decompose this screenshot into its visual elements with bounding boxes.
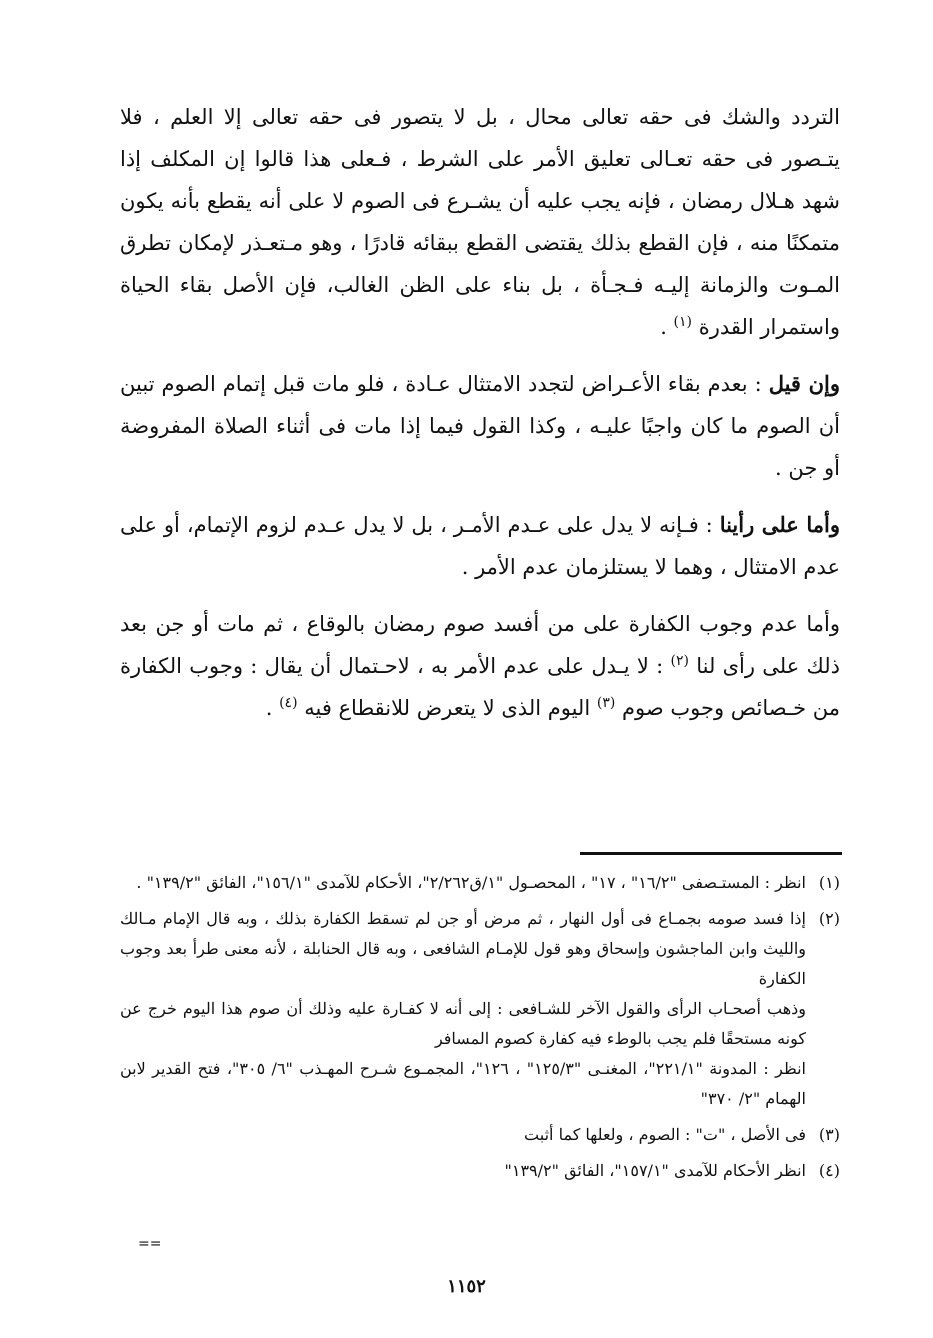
footnote-number: (١) xyxy=(818,873,840,892)
paragraph-text: التردد والشك فى حقه تعالى محال ، بل لا يتصور فى حقه تعالى إلا العلم ، فلا يتـصور فى حقه تعـالى تعليق الأمر على الشرط ، فـعلى هذا قالوا إن المكلف إذا شهد هـلال رمضان ، فإنه يجب عليه أن يشـرع فى الصوم لا على أنه يقطع بأنه يكون متمكنًا منه ، فإن القطع بذلك يقتضى القطع ببقائه قادرًا ، وهو مـتعـذر لإمكان تطرق المـوت والزمانة إليـه فـجـأة ، بل بناء على الظن الغالب، فإن الأصل بقاء الحياة واستمرار القدرة xyxy=(120,105,840,339)
marginal-mark: == xyxy=(138,1236,162,1252)
footnote-text xyxy=(120,868,806,898)
paragraph xyxy=(120,504,840,588)
paragraph-text: . xyxy=(660,315,674,339)
footnote-number: (٤) xyxy=(818,1161,840,1180)
footnote-line: إذا فسد صومه بجمـاع فى أول النهار ، ثم مرض أو جن لم تسقط الكفارة بذلك ، وبه قال الإمام مـالك والليث وابن الماجشون وإسحاق وهو قول للإمـام الشافعى ، وبه قال الحنابلة ، لأنه معنى طرأ بعد وجوب الكفارة xyxy=(120,909,807,988)
footnote-number: (٢) xyxy=(818,909,840,928)
footnote xyxy=(120,904,840,1114)
footnote-reference: (٣) xyxy=(596,695,616,711)
paragraph-text: : فـإنه لا يدل على عـدم الأمـر ، بل لا يدل عـدم لزوم الإتمام، أو على عدم الامتثال ، وهما لا يستلزمان عدم الأمر . xyxy=(120,513,840,579)
footnote-line: انظر : المدونة "٢٢١/١"، المغنـى "١٢٥/٣" ، ١٢٦"، المجمـوع شـرح المهـذب "٦/ ٣٠٥"، فتح القدير لابن الهمام "٢/ ٣٧٠" xyxy=(120,1059,807,1108)
paragraph-lead: وإن قيل xyxy=(768,371,840,396)
footnote-separator xyxy=(580,852,842,855)
footnotes xyxy=(120,868,840,1192)
paragraph xyxy=(120,96,840,348)
footnote xyxy=(120,868,840,898)
footnote-line: فى الأصل ، "ت" : الصوم ، ولعلها كما أثبت xyxy=(524,1125,806,1144)
footnote xyxy=(120,1120,840,1150)
paragraph-text: : بعدم بقاء الأعـراض لتجدد الامتثال عـادة ، فلو مات قبل إتمام الصوم تبين أن الصوم ما كان واجبًا عليـه ، وكذا القول فيما إذا مات فى أثناء الصلاة المفروضة أو جن . xyxy=(120,372,840,480)
footnote-reference: (١) xyxy=(673,314,693,330)
paragraph-text: . xyxy=(265,696,280,720)
paragraph-lead: وأما على رأينا xyxy=(719,512,840,537)
paragraph-text: وأما عدم وجوب الكفارة على من أفسد صوم رمضان بالوقاع ، ثم مات أو جن بعد ذلك على رأى لنا xyxy=(120,612,840,678)
footnote-line: انظر الأحكام للآمدى "١٥٧/١"، الفائق "١٣٩/٢" xyxy=(504,1161,806,1180)
footnote-text xyxy=(120,1120,806,1150)
paragraph-text: اليوم الذى لا يتعرض للانقطاع فيه xyxy=(297,696,597,720)
footnote-reference: (٤) xyxy=(279,695,298,711)
paragraph xyxy=(120,603,840,729)
footnote-number: (٣) xyxy=(818,1125,840,1144)
footnote-line: وذهب أصحـاب الرأى والقول الآخر للشـافعى : إلى أنه لا كفـارة عليه وذلك أن صوم هذا اليوم خرج عن كونه مستحقًا فلم يجب بالوطء فيه كفارة كصوم المسافر xyxy=(120,999,807,1048)
paragraph-text: : لا يـدل على عدم الأمر به ، لاحـتمال أن يقال : وجوب الكفارة من خـصائص وجوب صوم xyxy=(120,654,840,720)
main-text xyxy=(120,96,840,744)
footnote-line: انظر : المستـصفى "١٦/٢" ، ١٧" ، المحصـول "١/ق٢/٢٦٢"، الأحكام للآمدى "١٥٦/١"، الفائق "١٣٩/٢" . xyxy=(136,873,806,892)
paragraph xyxy=(120,363,840,489)
page-number: ١١٥٢ xyxy=(447,1276,486,1297)
footnote-text xyxy=(120,1156,806,1186)
footnote-text xyxy=(120,904,806,1114)
footnote xyxy=(120,1156,840,1186)
footnote-reference: (٢) xyxy=(670,653,689,669)
